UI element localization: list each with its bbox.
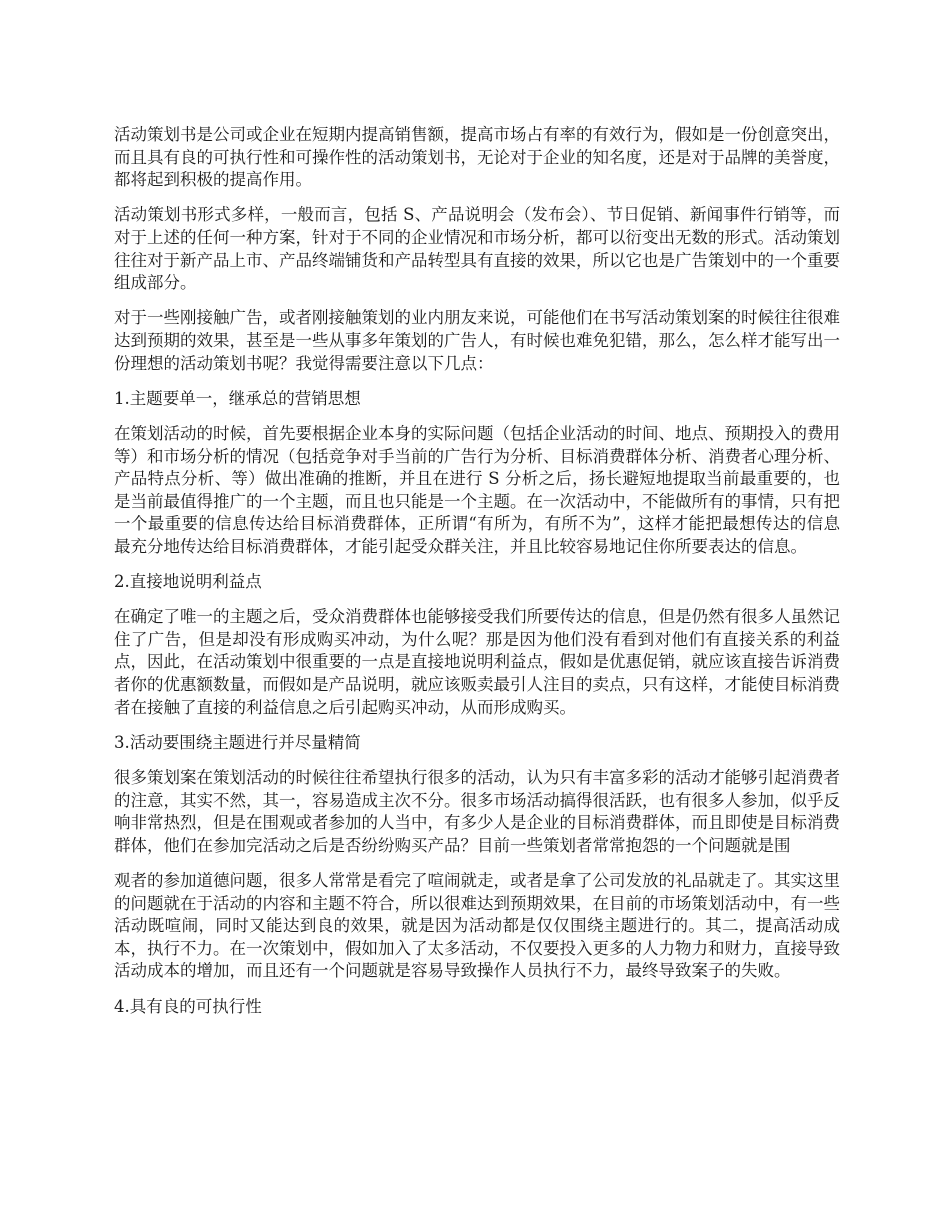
section-3-paragraph-a: 很多策划案在策划活动的时候往往希望执行很多的活动，认为只有丰富多彩的活动才能够引起消费者的注意，其实不然，其一，容易造成主次不分。很多市场活动搞得很活跃，也有很多人参加，似乎反响非常热烈，但是在围观或者参加的人当中，有多少人是企业的目标消费群体，而且即使是目标消费群体，他们在参加完活动之后是否纷纷购买产品？目前一些策划者常常抱怨的一个问题就是围	[114, 768, 840, 855]
section-heading-2: 2.直接地说明利益点	[114, 572, 262, 592]
intro-paragraph: 活动策划书是公司或企业在短期内提高销售额，提高市场占有率的有效行为，假如是一份创意突出，而且具有良的可执行性和可操作性的活动策划书，无论对于企业的知名度，还是对于品牌的美誉度，都将起到积极的提高作用。	[114, 125, 840, 190]
document-body	[114, 124, 840, 1031]
question-paragraph: 对于一些刚接触广告，或者刚接触策划的业内朋友来说，可能他们在书写活动策划案的时候往往很难达到预期的效果，甚至是一些从事多年策划的广告人，有时候也难免犯错，那么，怎么样才能写出一份理想的活动策划书呢？我觉得需要注意以下几点：	[114, 308, 840, 373]
section-heading-1: 1.主题要单一，继承总的营销思想	[114, 388, 361, 408]
section-3-paragraph-b: 观者的参加道德问题，很多人常常是看完了喧闹就走，或者是拿了公司发放的礼品就走了。其实这里的问题就在于活动的内容和主题不符合，所以很难达到预期效果，在目前的市场策划活动中，有一些活动既喧闹，同时又能达到良的效果，就是因为活动都是仅仅围绕主题进行的。其二，提高活动成本，执行不力。在一次策划中，假如加入了太多活动，不仅要投入更多的人力物力和财力，直接导致活动成本的增加，而且还有一个问题就是容易导致操作人员执行不力，最终导致案子的失败。	[114, 870, 840, 981]
section-heading-4: 4.具有良的可执行性	[114, 996, 262, 1016]
section-1-paragraph: 在策划活动的时候，首先要根据企业本身的实际问题（包括企业活动的时间、地点、预期投入的费用等）和市场分析的情况（包括竞争对手当前的广告行为分析、目标消费群体分析、消费者心理分析、产品特点分析、等）做出准确的推断，并且在进行 S 分析之后，扬长避短地提取当前最重要的，也是当前最值得推广的一个主题，而且也只能是一个主题。在一次活动中，不能做所有的事情，只有把一个最重要的信息传达给目标消费群体，正所谓“有所为，有所不为”，这样才能把最想传达的信息最充分地传达给目标消费群体，才能引起受众群关注，并且比较容易地记住你所要表达的信息。	[114, 423, 840, 556]
forms-paragraph: 活动策划书形式多样，一般而言，包括 S、产品说明会（发布会）、节日促销、新闻事件行销等，而对于上述的任何一种方案，针对于不同的企业情况和市场分析，都可以衍变出无数的形式。活动策划往往对于新产品上市、产品终端铺货和产品转型具有直接的效果，所以它也是广告策划中的一个重要组成部分。	[114, 205, 840, 293]
section-heading-3: 3.活动要围绕主题进行并尽量精简	[114, 732, 361, 752]
section-2-paragraph: 在确定了唯一的主题之后，受众消费群体也能够接受我们所要传达的信息，但是仍然有很多人虽然记住了广告，但是却没有形成购买冲动，为什么呢？那是因为他们没有看到对他们有直接关系的利益点，因此，在活动策划中很重要的一点是直接地说明利益点，假如是优惠促销，就应该直接告诉消费者你的优惠额数量，而假如是产品说明，就应该贩卖最引人注目的卖点，只有这样，才能使目标消费者在接触了直接的利益信息之后引起购买冲动，从而形成购买。	[114, 607, 840, 717]
